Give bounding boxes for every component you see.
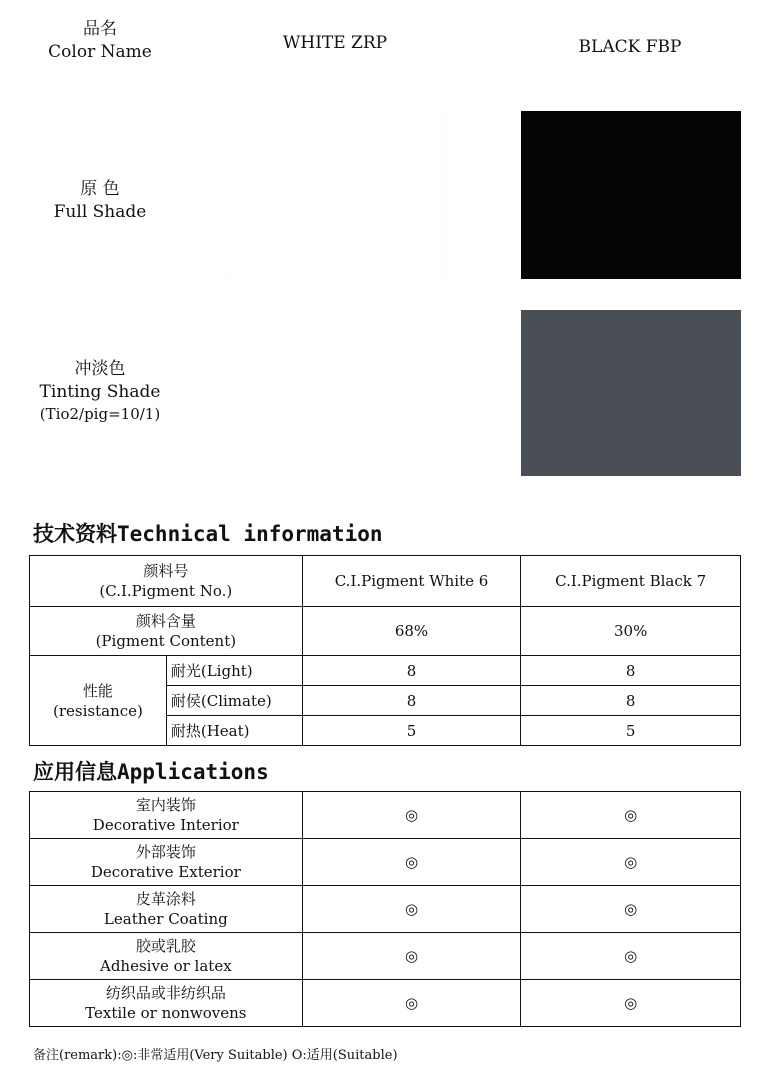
app-black-rating: ◎ [521,980,741,1027]
resistance-label-cn: 性能 [82,681,113,700]
app-black-rating: ◎ [521,886,741,933]
app-label-cn: 胶或乳胶 [135,937,196,955]
table-row [30,656,741,686]
black-tinting-shade-swatch [521,310,741,476]
tinting-shade-en: Tinting Shade [39,382,161,402]
table-row [30,607,741,656]
resistance-label-en: (resistance) [53,701,143,720]
technical-info-title [33,518,383,548]
color-name-cn: 品名 [83,19,117,39]
tinting-shade-label [20,358,180,425]
app-label-cell [30,933,303,980]
app-black-rating: ◎ [521,792,741,839]
app-label-cell [30,839,303,886]
technical-info-title-en: Technical information [117,522,383,546]
full-shade-en: Full Shade [53,202,147,222]
app-label-en: Leather Coating [103,910,228,928]
ci-label-cn: 颜料号 [143,562,189,580]
black-fbp-header: BLACK FBP [578,37,682,57]
app-label-cell [30,980,303,1027]
climate-white-cell: 8 [302,686,521,716]
white-full-shade-swatch [228,110,446,278]
technical-table [29,555,741,746]
app-white-rating: ◎ [302,933,521,980]
applications-title-en: Applications [117,760,269,784]
full-shade-cn: 原 色 [80,179,120,199]
app-black-rating: ◎ [521,933,741,980]
app-black-rating: ◎ [521,839,741,886]
app-label-cn: 皮革涂料 [135,890,196,908]
app-white-rating: ◎ [302,792,521,839]
table-row [30,839,741,886]
applications-title [33,756,269,786]
app-white-rating: ◎ [302,886,521,933]
content-label-cell [30,607,303,656]
remark-note: 备注(remark):◎:非常适用(Very Suitable) O:适用(Suitable) [33,1048,398,1063]
technical-info-title-cn: 技术资料 [33,522,117,546]
app-label-cn: 外部装饰 [135,843,196,861]
app-label-en: Adhesive or latex [100,957,232,975]
applications-title-cn: 应用信息 [33,760,117,784]
black-full-shade-swatch [521,111,741,279]
climate-black-cell: 8 [521,686,741,716]
table-row [30,886,741,933]
ci-label-en: (C.I.Pigment No.) [99,582,233,600]
ci-white-cell: C.I.Pigment White 6 [302,556,521,607]
table-row [30,980,741,1027]
app-label-cn: 纺织品或非纺织品 [105,984,226,1002]
app-label-cell [30,886,303,933]
app-label-cn: 室内装饰 [135,796,196,814]
light-black-cell: 8 [521,656,741,686]
table-row [30,792,741,839]
heat-white-cell: 5 [302,716,521,746]
content-label-cn: 颜料含量 [135,612,196,630]
heat-black-cell: 5 [521,716,741,746]
white-zrp-header: WHITE ZRP [282,33,388,53]
app-label-en: Decorative Interior [92,816,239,834]
content-white-cell: 68% [302,607,521,656]
full-shade-label [30,178,170,224]
app-white-rating: ◎ [302,980,521,1027]
light-white-cell: 8 [302,656,521,686]
ci-label-cell [30,556,303,607]
color-name-en: Color Name [48,42,152,62]
tinting-shade-cn: 冲淡色 [74,359,126,379]
resistance-label-cell [30,656,167,746]
tinting-shade-ratio: (Tio2/pig=10/1) [39,405,161,423]
heat-label-cell: 耐热(Heat) [166,716,302,746]
app-label-en: Textile or nonwovens [85,1004,247,1022]
applications-table [29,791,741,1027]
app-label-cell [30,792,303,839]
table-row [30,933,741,980]
climate-label-cell: 耐侯(Climate) [166,686,302,716]
app-label-en: Decorative Exterior [90,863,241,881]
light-label-cell: 耐光(Light) [166,656,302,686]
ci-black-cell: C.I.Pigment Black 7 [521,556,741,607]
color-name-label [30,18,170,64]
table-row [30,556,741,607]
content-black-cell: 30% [521,607,741,656]
app-white-rating: ◎ [302,839,521,886]
content-label-en: (Pigment Content) [95,632,237,650]
